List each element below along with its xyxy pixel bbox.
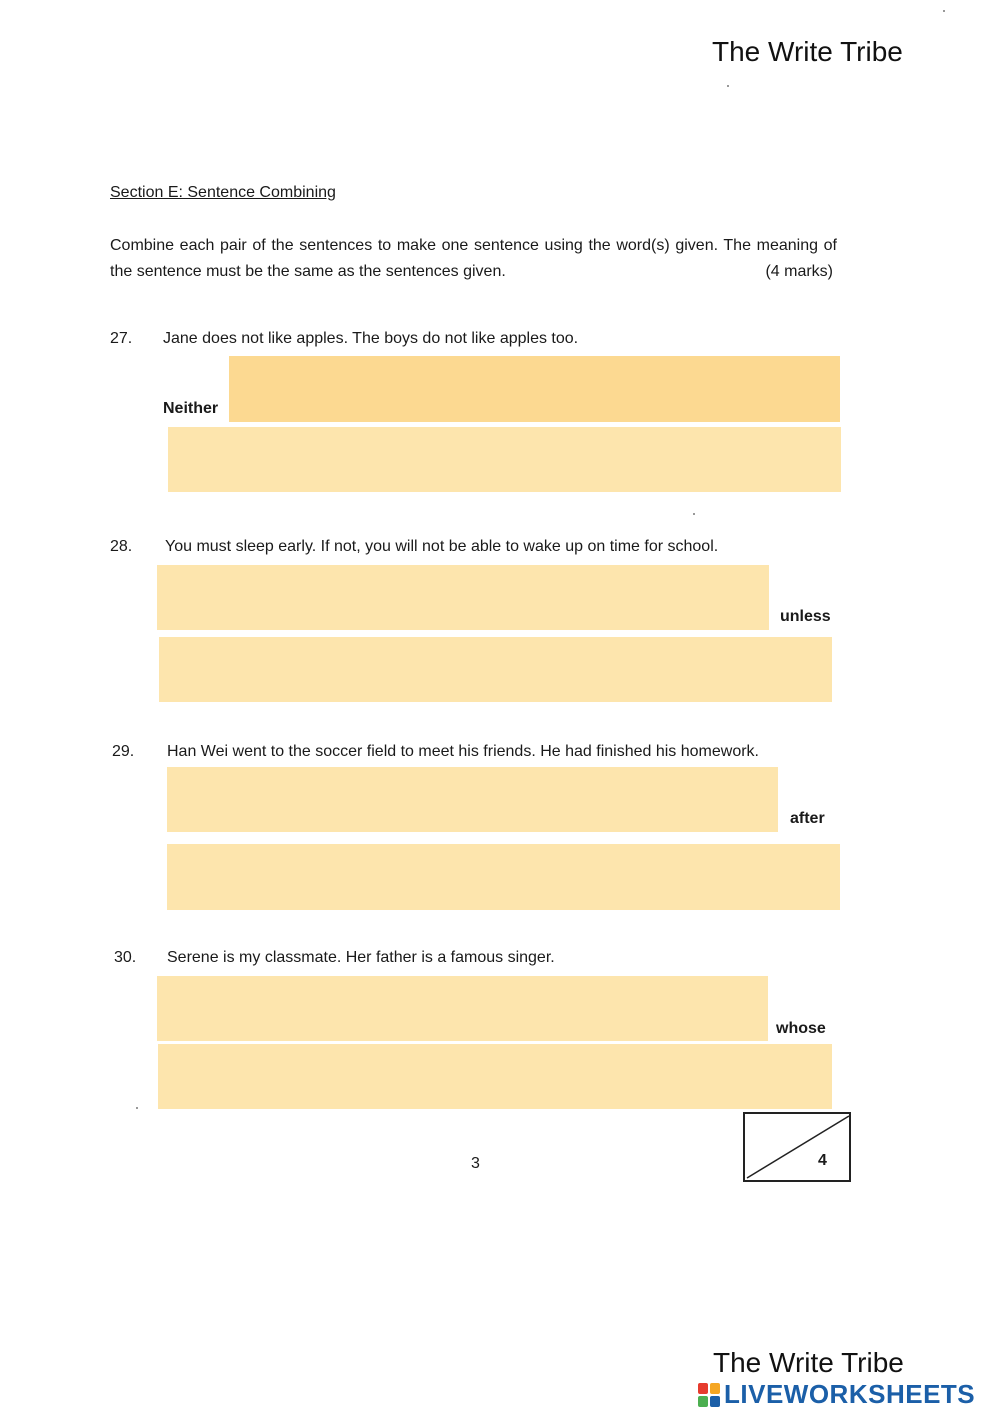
question-number: 28. (110, 538, 133, 555)
header-brand: The Write Tribe (712, 36, 903, 67)
keyword-label: unless (780, 608, 831, 625)
liveworksheets-logo (698, 1379, 975, 1410)
answer-input-30-line1[interactable] (157, 976, 768, 1041)
keyword-label: Neither (163, 400, 219, 417)
question-number: 29. (112, 743, 135, 760)
answer-input-28-line2[interactable] (159, 637, 832, 702)
question-text: Serene is my classmate. Her father is a famous singer. (167, 949, 555, 966)
liveworksheets-icon (698, 1383, 720, 1407)
question-text: Han Wei went to the soccer field to meet his friends. He had finished his homework. (167, 743, 759, 760)
scan-speck (727, 85, 729, 87)
answer-input-29-line2[interactable] (167, 844, 840, 910)
scan-speck (136, 1107, 138, 1109)
answer-input-28-line1[interactable] (157, 565, 769, 630)
keyword-label: after (790, 810, 825, 827)
question-number: 27. (110, 330, 133, 347)
scan-speck (693, 513, 695, 515)
marks-label: (4 marks) (765, 263, 833, 280)
footer-brand: The Write Tribe (713, 1347, 904, 1378)
instructions (110, 233, 837, 285)
page-number: 3 (471, 1155, 480, 1172)
liveworksheets-logo-text: LIVEWORKSHEETS (724, 1379, 976, 1409)
instructions-text: Combine each pair of the sentences to make one sentence using the word(s) given. The meaning of the sentence must be the same as the sentences given. (110, 237, 837, 280)
score-box (743, 1112, 851, 1182)
score-total: 4 (818, 1152, 827, 1169)
answer-input-30-line2[interactable] (158, 1044, 832, 1109)
scan-speck (943, 10, 945, 12)
answer-input-27-line2[interactable] (168, 427, 841, 492)
section-title: Section E: Sentence Combining (110, 184, 336, 201)
question-text: You must sleep early. If not, you will not be able to wake up on time for school. (165, 538, 719, 555)
answer-input-29-line1[interactable] (167, 767, 778, 832)
question-text: Jane does not like apples. The boys do not like apples too. (163, 330, 579, 347)
question-number: 30. (114, 949, 137, 966)
score-diagonal-icon (745, 1114, 849, 1180)
keyword-label: whose (776, 1020, 826, 1037)
answer-input-27-line1[interactable] (229, 356, 840, 422)
